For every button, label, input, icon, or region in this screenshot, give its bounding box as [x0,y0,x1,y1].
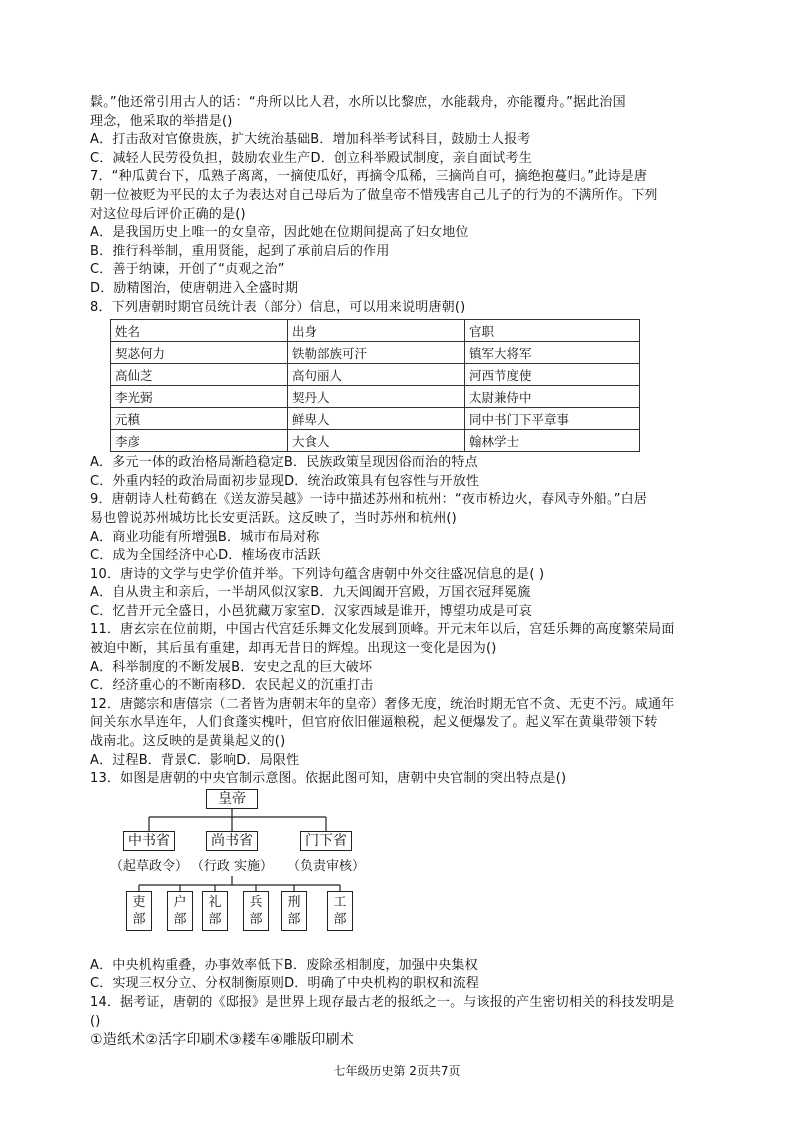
text-line: 对这位母后评价正确的是() [90,206,246,222]
text-line: 14．据考证，唐朝的《邸报》是世界上现存最古老的报纸之一。与该报的产生密切相关的科技发明是 [90,995,675,1010]
ministry-box-li-rites [202,891,228,931]
table-cell: 河西节度使 [465,364,640,386]
table-row [111,408,640,430]
province-label: 门下省 [305,832,347,849]
text-line: () [90,1013,101,1029]
table-cell: 太尉兼侍中 [465,386,640,408]
table-cell: 高句丽人 [288,364,465,386]
text-line: C．实现三权分立、分权制衡原则D．明确了中央机构的职权和流程 [90,976,480,992]
ministry-label: 户 [173,894,187,910]
central-government-diagram [90,789,705,957]
ministry-label: 部 [249,911,263,927]
text-line: 10．唐诗的文学与史学价值并举。下列诗句蕴含唐朝中外交往盛况信息的是( ) [90,566,545,582]
text-line: C．成为全国经济中心D．榷场夜市活跃 [90,548,321,564]
ministry-box-li-personnel [126,891,152,931]
options-line: ①造纸术②活字印刷术③耧车④雕版印刷术 [90,1032,355,1049]
text-line: A．多元一体的政治格局渐趋稳定B．民族政策呈现因俗而治的特点 [90,455,478,471]
text-line: 12．唐懿宗和唐僖宗（二者皆为唐朝末年的皇帝）奢侈无度，统治时期无官不贪、无吏不污。咸通年 [90,696,675,712]
text-block-top [90,94,705,317]
table-cell: 李彦 [111,430,288,452]
text-line: A．中央机构重叠，办事效率低下B．废除丞相制度，加强中央集权 [90,957,478,973]
ministry-label: 部 [208,911,222,927]
table-cell: 翰林学士 [465,430,640,452]
text-line: 8．下列唐朝时期官员统计表（部分）信息，可以用来说明唐朝() [90,299,466,315]
ministry-label: 部 [333,911,347,927]
text-line: 战南北。这反映的是黄巢起义的() [90,734,286,750]
shangshu-sheng-box [206,831,258,851]
ministry-label: 部 [287,911,301,927]
ministry-label: 吏 [132,894,146,910]
menxia-sheng-box [300,831,352,851]
text-line: A．商业功能有所增强B．城市布局对称 [90,529,320,545]
text-line: C．减轻人民劳役负担，鼓励农业生产D．创立科举殿试制度，亲自面试考生 [90,150,532,166]
ministry-box-hu-revenue [167,891,193,931]
text-line: 13．如图是唐朝的中央官制示意图。依据此图可知，唐朝中央官制的突出特点是() [90,771,567,787]
table-header-row [111,320,640,342]
text-line: 间关东水旱连年，人们食蓬实槐叶，但官府依旧催逼粮税，起义便爆发了。起义军在黄巢带领下转 [90,715,658,731]
table-header-cell: 出身 [288,320,465,342]
text-line: B．推行科举制，重用贤能，起到了承前启后的作用 [90,243,390,259]
table-cell: 大食人 [288,430,465,452]
table-row [111,364,640,386]
text-line: 11．唐玄宗在位前期，中国古代宫廷乐舞文化发展到顶峰。开元末年以后，宫廷乐舞的高度繁荣局面 [90,622,675,638]
emperor-box [206,789,258,809]
page-footer: 七年级历史第 2页共7页 [333,1064,461,1078]
ministry-box-xing-justice [281,891,307,931]
text-line: C．外重内轻的政治局面初步显现D．统治政策具有包容性与开放性 [90,473,480,489]
ministry-box-bing-war [243,891,269,931]
ministry-box-gong-works [327,891,353,931]
table-header-cell: 官职 [465,320,640,342]
text-line: A．是我国历史上唯一的女皇帝，因此她在位期间提高了妇女地位 [90,225,469,241]
table-row [111,430,640,452]
table-cell: 鲜卑人 [288,408,465,430]
text-line: 被迫中断，其后虽有重建，却再无昔日的辉煌。出现这一变化是因为() [90,641,497,657]
text-block-middle [90,454,705,789]
table-cell: 契苾何力 [111,342,288,364]
text-line: C．经济重心的不断南移D．农民起义的沉重打击 [90,678,374,694]
table-cell: 元稹 [111,408,288,430]
text-line: 鬏。”他还常引用古人的话：“舟所以比人君，水所以比黎庶，水能载舟，亦能覆舟。”据此治国 [90,95,626,110]
table-row [111,342,640,364]
table-cell: 镇军大将军 [465,342,640,364]
text-line: C．善于纳谏，开创了“贞观之治” [90,262,285,278]
exam-page [90,94,705,1050]
officials-table [110,319,640,452]
province-duty: （行政 实施） [190,858,274,874]
table-cell: 同中书门下平章事 [465,408,640,430]
text-line: A．打击敌对官僚贵族，扩大统治基础B．增加科举考试科目，鼓励士人报考 [90,132,531,148]
text-line: 易也曾说苏州城坊比长安更活跃。这反映了，当时苏州和杭州() [90,510,457,526]
table-header-cell: 姓名 [111,320,288,342]
ministry-label: 部 [132,911,146,927]
table-cell: 李光弼 [111,386,288,408]
text-line: 朝一位被贬为平民的太子为表达对自己母后为了做皇帝不惜残害自己儿子的行为的不满所作。下列 [90,187,658,203]
province-label: 中书省 [128,832,170,849]
ministry-label: 部 [173,911,187,927]
ministry-label: 礼 [208,894,222,910]
table-cell: 高仙芝 [111,364,288,386]
province-label: 尚书省 [211,832,253,849]
table-cell: 契丹人 [288,386,465,408]
ministry-label: 工 [333,894,347,910]
zhongshu-sheng-box [123,831,175,851]
text-line: 理念，他采取的举措是() [90,113,233,129]
table-cell: 铁勒部族可汗 [288,342,465,364]
province-duty: （起草政令） [109,858,188,874]
province-duty: （负责审核） [286,858,365,874]
text-line: A．科举制度的不断发展B．安史之乱的巨大破坏 [90,659,373,675]
text-line: D．励精图治，使唐朝进入全盛时期 [90,280,299,296]
ministry-label: 兵 [249,894,263,910]
text-line: 9．唐朝诗人杜荀鹤在《送友游吴越》一诗中描述苏州和杭州：“夜市桥边火，春风寺外船。”白居 [90,492,648,508]
text-line: A．过程B．背景C．影响D．局限性 [90,752,300,768]
table-row [111,386,640,408]
text-block-bottom [90,957,705,1050]
text-line: A．自从贵主和亲后，一半胡风似汉家B．九天阊阖开宫殿，万国衣冠拜冕旒 [90,585,531,601]
emperor-label: 皇帝 [218,790,246,807]
text-line: 7．“种瓜黄台下，瓜熟子离离，一摘使瓜好，再摘令瓜稀，三摘尚自可，摘绝抱蔓归。”此诗是唐 [90,169,648,185]
text-line: C．忆昔开元全盛日，小邑犹藏万家室D．汉家西域是谁开，博望功成是可哀 [90,603,532,619]
ministry-label: 刑 [287,894,301,910]
